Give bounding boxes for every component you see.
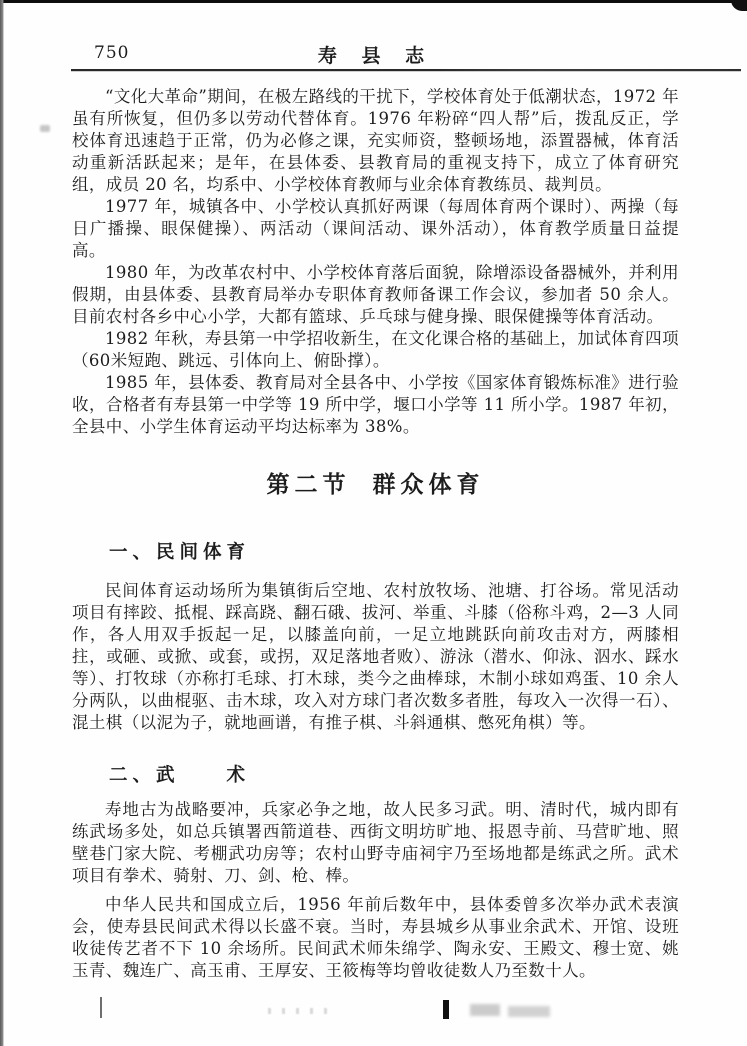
scan-artifact-corner-blob <box>731 0 747 11</box>
page-header <box>72 41 679 65</box>
paragraph-school-sports-1: “文化大革命”期间，在极左路线的干扰下，学校体育处于低潮状态，1972 年虽有所恢复，但仍多以劳动代替体育。1976 年粉碎“四人帮”后，拨乱反正，学校体育迅速趋于正常，仍为必修之课，充实师资，整顿场地，添置器械，体育活动重新活跃起来；是年，在县体委、县教育局的重视支持下，成立了体育研究组，成员 20 名，均系中、小学校体育教师与业余体育教练员、裁判员。 <box>72 87 679 194</box>
scan-artifact-footer-dots <box>268 1008 338 1014</box>
paragraph-school-sports-2: 1977 年，城镇各中、小学校认真抓好两课（每周体育两个课时）、两操（每日广播操、眼保健操）、两活动（课间活动、课外活动），体育教学质量日益提高。 <box>72 197 679 260</box>
paragraph-martial-arts-2: 中华人民共和国成立后，1956 年前后数年中，县体委曾多次举办武术表演会，使寿县民间武术得以长盛不衰。当时，寿县城乡从事业余武术、开馆、设班收徒传艺者不下 10 余场所。民间武术师朱绵学、陶永安、王殿文、穆士宽、姚玉青、魏连广、高玉甫、王厚安、王筱梅等均曾收徒数人乃至数十人。 <box>72 895 679 980</box>
paragraph-martial-arts-1: 寿地古为战略要冲，兵家必争之地，故人民多习武。明、清时代，城内即有练武场多处，如总兵镇署西箭道巷、西街文明坊旷地、报恩寺前、马营旷地、照壁巷门家大院、考棚武功房等；农村山野寺庙祠宇乃至场地都是练武之所。武术项目有拳术、骑射、刀、剑、枪、棒。 <box>72 800 679 885</box>
scan-artifact-left-edge <box>0 0 4 1046</box>
section-heading <box>72 466 679 500</box>
scan-artifact-footer-smudge <box>508 1006 550 1017</box>
scan-artifact-smudge <box>40 125 50 132</box>
book-title: 寿 县 志 <box>317 45 434 67</box>
scan-artifact-top-edge <box>0 0 747 3</box>
paragraph-school-sports-3: 1980 年，为改革农村中、小学校体育落后面貌，除增添设备器械外，并利用假期，由县体委、县教育局举办专职体育教师备课工作会议，参加者 50 余人。目前农村各乡中心小学，大都有篮球、乒乓球与健身操、眼保健操等体育活动。 <box>72 263 679 326</box>
page-body <box>72 86 679 982</box>
header-rule <box>71 69 741 71</box>
scan-artifact-footer-thin-line <box>100 997 102 1018</box>
section-number: 第二节 <box>266 471 351 498</box>
scan-artifact-footer-bar <box>443 1000 449 1019</box>
page-number: 750 <box>94 43 130 63</box>
paragraph-school-sports-4: 1982 年秋，寿县第一中学招收新生，在文化课合格的基础上，加试体育四项（60米短跑、跳远、引体向上、俯卧撑）。 <box>72 329 679 370</box>
section-title: 群众体育 <box>372 471 485 498</box>
paragraph-folk-sports: 民间体育运动场所为集镇街后空地、农村放牧场、池塘、打谷场。常见活动项目有摔跤、抵棍、踩高跷、翻石硪、拔河、举重、斗膝（俗称斗鸡，2—3 人同作，各人用双手扳起一足，以膝盖向前，一足立地跳跃向前攻击对方，两膝相拄，或砸、或掀、或套，或拐，双足落地者败）、游泳（潜水、仰泳、泅水、踩水等）、打牧球（亦称打毛球、打木球，类今之曲棒球，木制小球如鸡蛋、10 余人分两队，以曲棍驱、击木球，攻入对方球门者次数多者胜，每攻入一次得一石）、混土棋（以泥为子，就地画谱，有推子棋、斗斜通棋、憋死角棋）等。 <box>72 581 679 732</box>
subsection-heading-folk-sports: 一、民间体育 <box>109 542 251 563</box>
subsection-heading-martial-arts: 二、武 术 <box>109 765 251 786</box>
paragraph-school-sports-5: 1985 年，县体委、教育局对全县各中、小学按《国家体育锻炼标准》进行验收，合格者有寿县第一中学等 19 所中学，堰口小学等 11 所小学。1987 年初，全县中、小学生体育运动平均达标率为 38%。 <box>72 373 679 436</box>
scan-artifact-footer-smudge <box>470 1004 500 1016</box>
